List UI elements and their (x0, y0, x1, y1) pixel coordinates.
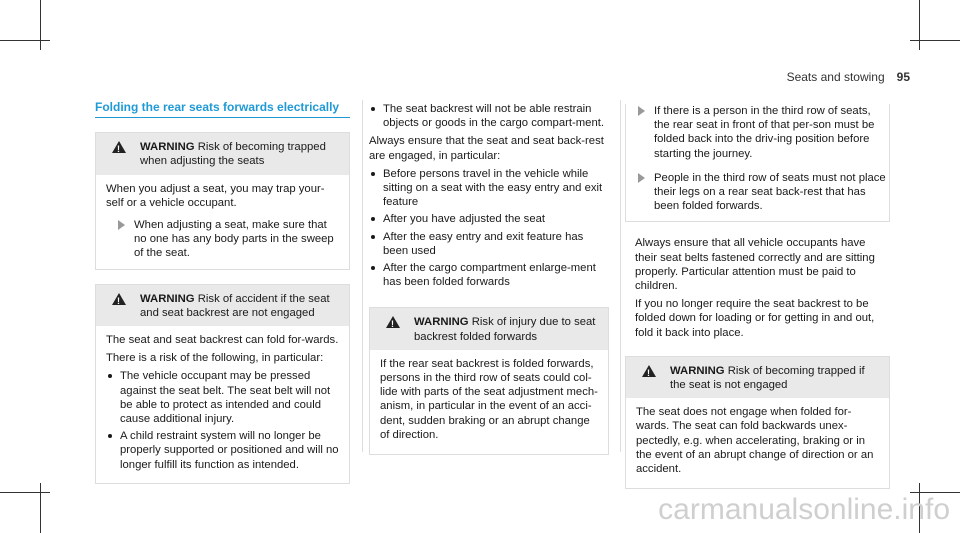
warning-text: If the rear seat backrest is folded forwards, persons in the third row of seats could col-lide with parts of the seat adjustment mech-anism, in particular in the event of an acci-dent, sudden braking or an abrupt change of direction. (380, 357, 598, 441)
column-3 (622, 100, 890, 489)
step-text: If there is a person in the third row of seats, the rear seat in front of that per-son must be folded back into the driv-ing position before starting the journey. (654, 105, 875, 160)
section-heading: Folding the rear seats forwards electrically (95, 100, 350, 118)
crop-mark (0, 40, 50, 41)
crop-mark (910, 40, 960, 41)
crop-mark (919, 0, 920, 50)
list-item: The seat backrest will not be able restrain objects or goods in the cargo compart-ment. (369, 102, 609, 130)
arrow-right-icon (638, 106, 645, 116)
bullet-list (106, 369, 339, 471)
warning-box (95, 284, 350, 484)
warning-heading: Risk of becoming trapped if the seat is not engaged (670, 364, 865, 392)
list-item: Before persons travel in the vehicle while sitting on a seat with the easy entry and exit feature (369, 167, 609, 210)
warning-triangle-icon (642, 365, 656, 377)
instruction-step (626, 171, 889, 214)
paragraph: Always ensure that the seat and seat back-rest are engaged, in particular: (369, 135, 604, 162)
watermark: carmanualsonline.info (658, 493, 950, 526)
warning-label: WARNING (140, 141, 195, 154)
instruction-step (626, 104, 889, 161)
warning-body (370, 350, 608, 454)
bullet-list (369, 167, 609, 290)
warning-triangle-icon (112, 141, 126, 153)
warning-header (370, 308, 608, 349)
warning-box (369, 307, 609, 455)
paragraph: Always ensure that all vehicle occupants have their seat belts fastened correctly and are sitting properly. Particular attention must be paid to children. (635, 237, 875, 293)
list-item: After the cargo compartment enlarge-ment has been folded forwards (369, 261, 609, 289)
warning-label: WARNING (414, 316, 469, 329)
warning-text: When you adjust a seat, you may trap your-self or a vehicle occupant. (106, 182, 325, 209)
crop-mark (0, 492, 50, 493)
warning-body (626, 398, 889, 488)
warning-triangle-icon (386, 316, 400, 328)
warning-body (96, 326, 349, 483)
warning-heading: Risk of injury due to seat backrest folded forwards (414, 316, 596, 343)
warning-header (626, 357, 889, 398)
warning-heading: Risk of accident if the seat and seat backrest are not engaged (140, 292, 330, 319)
step-text: When adjusting a seat, make sure that no one has any body parts in the sweep of the seat. (134, 219, 334, 260)
instruction-step (106, 218, 339, 261)
warning-continuation-box (625, 104, 890, 222)
step-text: People in the third row of seats must not place their legs on a rear seat back-rest that has been folded forwards. (654, 171, 886, 213)
warning-text: The seat does not engage when folded for-wards. The seat can fold backwards unex-pectedly, e.g. when accelerating, braking or in the event of an abrupt change of direction or an accident. (636, 406, 874, 476)
warning-label: WARNING (670, 364, 725, 377)
warning-header (96, 285, 349, 326)
warning-box (95, 132, 350, 269)
list-item: The vehicle occupant may be pressed against the seat belt. The seat belt will not be able to protect as intended and could cause additional injury. (106, 369, 339, 426)
list-item: After you have adjusted the seat (369, 212, 609, 226)
paragraph: If you no longer require the seat backrest to be folded down for loading or for getting in and out, fold it back into place. (635, 298, 875, 339)
warning-box (625, 356, 890, 489)
column-divider (362, 100, 363, 452)
column-divider (620, 100, 621, 452)
arrow-right-icon (118, 220, 125, 230)
section-title: Seats and stowing (786, 70, 885, 84)
arrow-right-icon (638, 173, 645, 183)
bullet-list (369, 102, 609, 130)
list-item: After the easy entry and exit feature has been used (369, 230, 609, 258)
list-item: A child restraint system will no longer be properly supported or positioned and will no longer fulfill its function as intended. (106, 429, 339, 472)
warning-text: The seat and seat backrest can fold for-wards. (106, 334, 339, 347)
warning-body (96, 175, 349, 269)
page-header (787, 70, 910, 84)
column-1 (95, 100, 350, 484)
crop-mark (40, 0, 41, 50)
warning-heading: Risk of becoming trapped when adjusting the seats (140, 141, 326, 168)
warning-header (96, 133, 349, 174)
warning-text: There is a risk of the following, in particular: (106, 352, 324, 365)
crop-mark (40, 483, 41, 533)
warning-triangle-icon (112, 293, 126, 305)
warning-label: WARNING (140, 292, 195, 305)
page-number: 95 (896, 70, 910, 84)
column-2 (364, 100, 609, 455)
